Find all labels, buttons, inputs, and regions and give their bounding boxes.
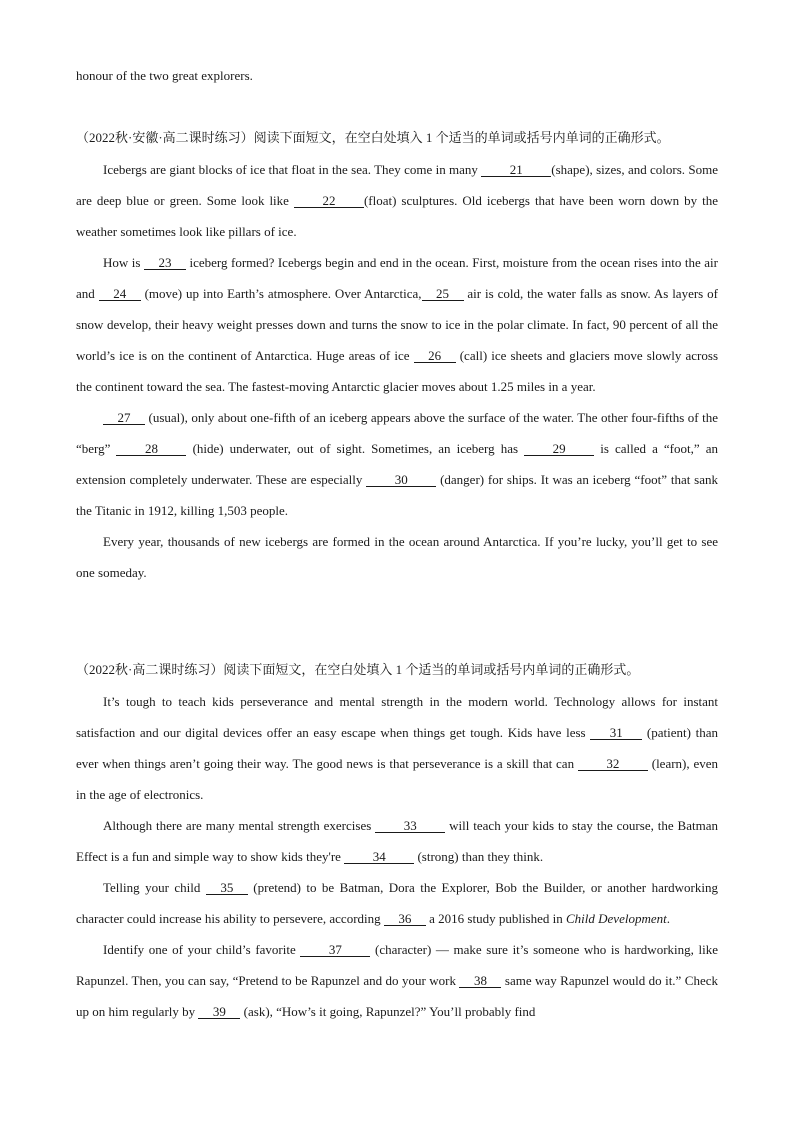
paragraph: How is 23 iceberg formed? Icebergs begin and end in the ocean. First, moisture from the ocean rises into the air and 24 (move) up into Earth’s atmosphere. Over Antarctica, 25 air is cold, the water falls as snow. As layers of snow develop, their heavy weight presses down and turns the snow to ice in the polar climate. In fact, 90 percent of all the world’s ice is on the continent of Antarctica. Huge areas of ice 26 (call) ice sheets and glaciers move slowly across the continent toward the sea. The fastest-moving Antarctic glacier moves about 1.25 miles in a year. (76, 255, 719, 394)
blank-37[interactable]: 37 (300, 943, 370, 957)
blank-39[interactable]: 39 (198, 1005, 240, 1019)
journal-title: Child Development (566, 911, 667, 926)
paragraph: 27 (usual), only about one-fifth of an iceberg appears above the surface of the water. The other four-fifths of the “berg” 28 (hide) underwater, out of sight. Sometimes, an iceberg has 29 is called a “foot,” an extension completely underwater. These are especially 30 (danger) for ships. It was an iceberg “foot” that sank the Titanic in 1912, killing 1,503 people. (76, 410, 718, 518)
blank-24[interactable]: 24 (99, 287, 141, 301)
paragraph: Telling your child 35 (pretend) to be Batman, Dora the Explorer, Bob the Builder, or another hardworking character could increase his ability to persevere, according 36 a 2016 study published in Child Development. (76, 880, 718, 926)
section-heading: （2022秋·安徽·高二课时练习）阅读下面短文，在空白处填入 1 个适当的单词或括号内单词的正确形式。 (76, 130, 670, 145)
paragraph: Every year, thousands of new icebergs are formed in the ocean around Antarctica. If you’re lucky, you’ll get to see one someday. (76, 534, 718, 580)
blank-23[interactable]: 23 (144, 256, 186, 270)
paragraph: Although there are many mental strength exercises 33 will teach your kids to stay the course, the Batman Effect is a fun and simple way to show kids they're 34 (strong) than they think. (76, 818, 718, 864)
blank-25[interactable]: 25 (422, 287, 464, 301)
blank-22[interactable]: 22 (294, 194, 364, 208)
passage-icebergs (76, 128, 718, 588)
blank-30[interactable]: 30 (366, 473, 436, 487)
blank-29[interactable]: 29 (524, 442, 594, 456)
blank-31[interactable]: 31 (590, 726, 642, 740)
blank-35[interactable]: 35 (206, 881, 248, 895)
blank-33[interactable]: 33 (375, 819, 445, 833)
paragraph: Identify one of your child’s favorite 37 (character) — make sure it’s someone who is hardworking, like Rapunzel. Then, you can say, “Pretend to be Rapunzel and do your work 38 same way Rapunzel would do it.” Check up on him regularly by 39 (ask), “How’s it going, Rapunzel?” You’ll probably find (76, 942, 718, 1019)
paragraph: It’s tough to teach kids perseverance and mental strength in the modern world. Technology allows for instant satisfaction and our digital devices offer an easy escape when things get tough. Kids have less 31 (patient) than ever when things aren’t going their way. The good news is that perseverance is a skill that can 32 (learn), even in the age of electronics. (76, 694, 718, 802)
lead-line: honour of the two great explorers. (76, 68, 253, 83)
blank-36[interactable]: 36 (384, 912, 426, 926)
blank-21[interactable]: 21 (481, 163, 551, 177)
passage-batman-effect (76, 660, 718, 1027)
blank-32[interactable]: 32 (578, 757, 648, 771)
paragraph: Icebergs are giant blocks of ice that float in the sea. They come in many 21 (shape), sizes, and colors. Some are deep blue or green. Some look like 22 (float) sculptures. Old icebergs that have been worn down by the weather sometimes look like pillars of ice. (76, 162, 719, 239)
blank-26[interactable]: 26 (414, 349, 456, 363)
blank-38[interactable]: 38 (459, 974, 501, 988)
blank-34[interactable]: 34 (344, 850, 414, 864)
blank-27[interactable]: 27 (103, 411, 145, 425)
blank-28[interactable]: 28 (116, 442, 186, 456)
section-heading: （2022秋·高二课时练习）阅读下面短文，在空白处填入 1 个适当的单词或括号内单词的正确形式。 (76, 662, 640, 677)
